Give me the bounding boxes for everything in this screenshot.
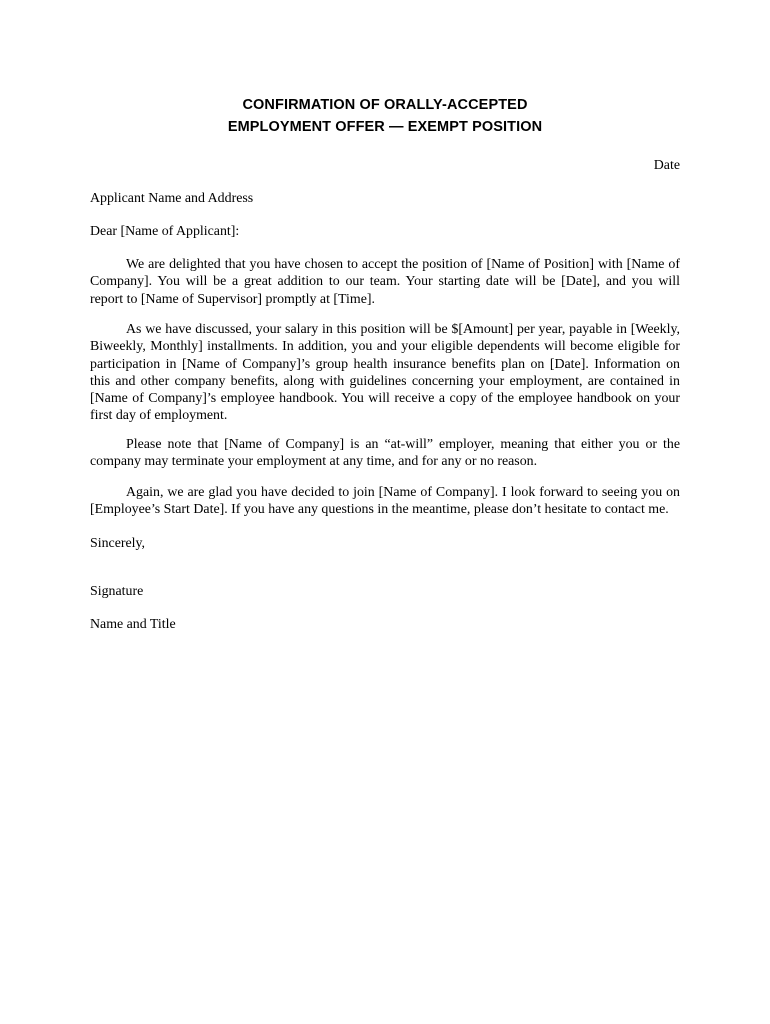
paragraph-line: Biweekly, Monthly] installments. In addition, you and your eligible dependents will become eligible for [90,339,680,355]
document-title-line-1: CONFIRMATION OF ORALLY-ACCEPTED [242,97,528,113]
paragraph-line: participation in [Name of Company]’s group health insurance benefits plan on [Date]. Information on [90,356,680,372]
salutation: Dear [Name of Applicant]: [90,224,240,239]
paragraph-line: Please note that [Name of Company] is an “at-will” employer, meaning that either you or the [126,437,680,452]
paragraph-line: [Name of Company]’s employee handbook. You will receive a copy of the employee handbook on your [90,391,680,407]
paragraph-closing-remarks [90,484,680,519]
date-field: Date [653,158,680,173]
paragraph-salary-benefits [90,321,680,425]
paragraph-line: Again, we are glad you have decided to join [Name of Company]. I look forward to seeing you on [126,485,680,500]
paragraph-line: first day of employment. [90,408,228,424]
closing: Sincerely, [90,536,146,551]
paragraph-position-offer [90,256,680,308]
paragraph-line: We are delighted that you have chosen to accept the position of [Name of Position] with [Name of [126,257,680,272]
signature-line: Signature [90,584,144,599]
document-title-line-2: EMPLOYMENT OFFER — EXEMPT POSITION [227,119,543,135]
name-and-title: Name and Title [90,617,176,632]
paragraph-at-will [90,436,680,471]
paragraph-line: company may terminate your employment at any time, and for any or no reason. [90,454,538,470]
paragraph-line: As we have discussed, your salary in this position will be $[Amount] per year, payable in [Weekly, [126,322,680,337]
applicant-address: Applicant Name and Address [90,191,254,206]
paragraph-line: [Employee’s Start Date]. If you have any questions in the meantime, please don’t hesitate to contact me. [90,502,669,518]
paragraph-line: this and other company benefits, along with guidelines concerning your employment, are contained in [90,373,680,389]
paragraph-line: Company]. You will be a great addition to our team. Your starting date will be [Date], and you will [90,274,680,290]
paragraph-line: report to [Name of Supervisor] promptly at [Time]. [90,291,375,307]
